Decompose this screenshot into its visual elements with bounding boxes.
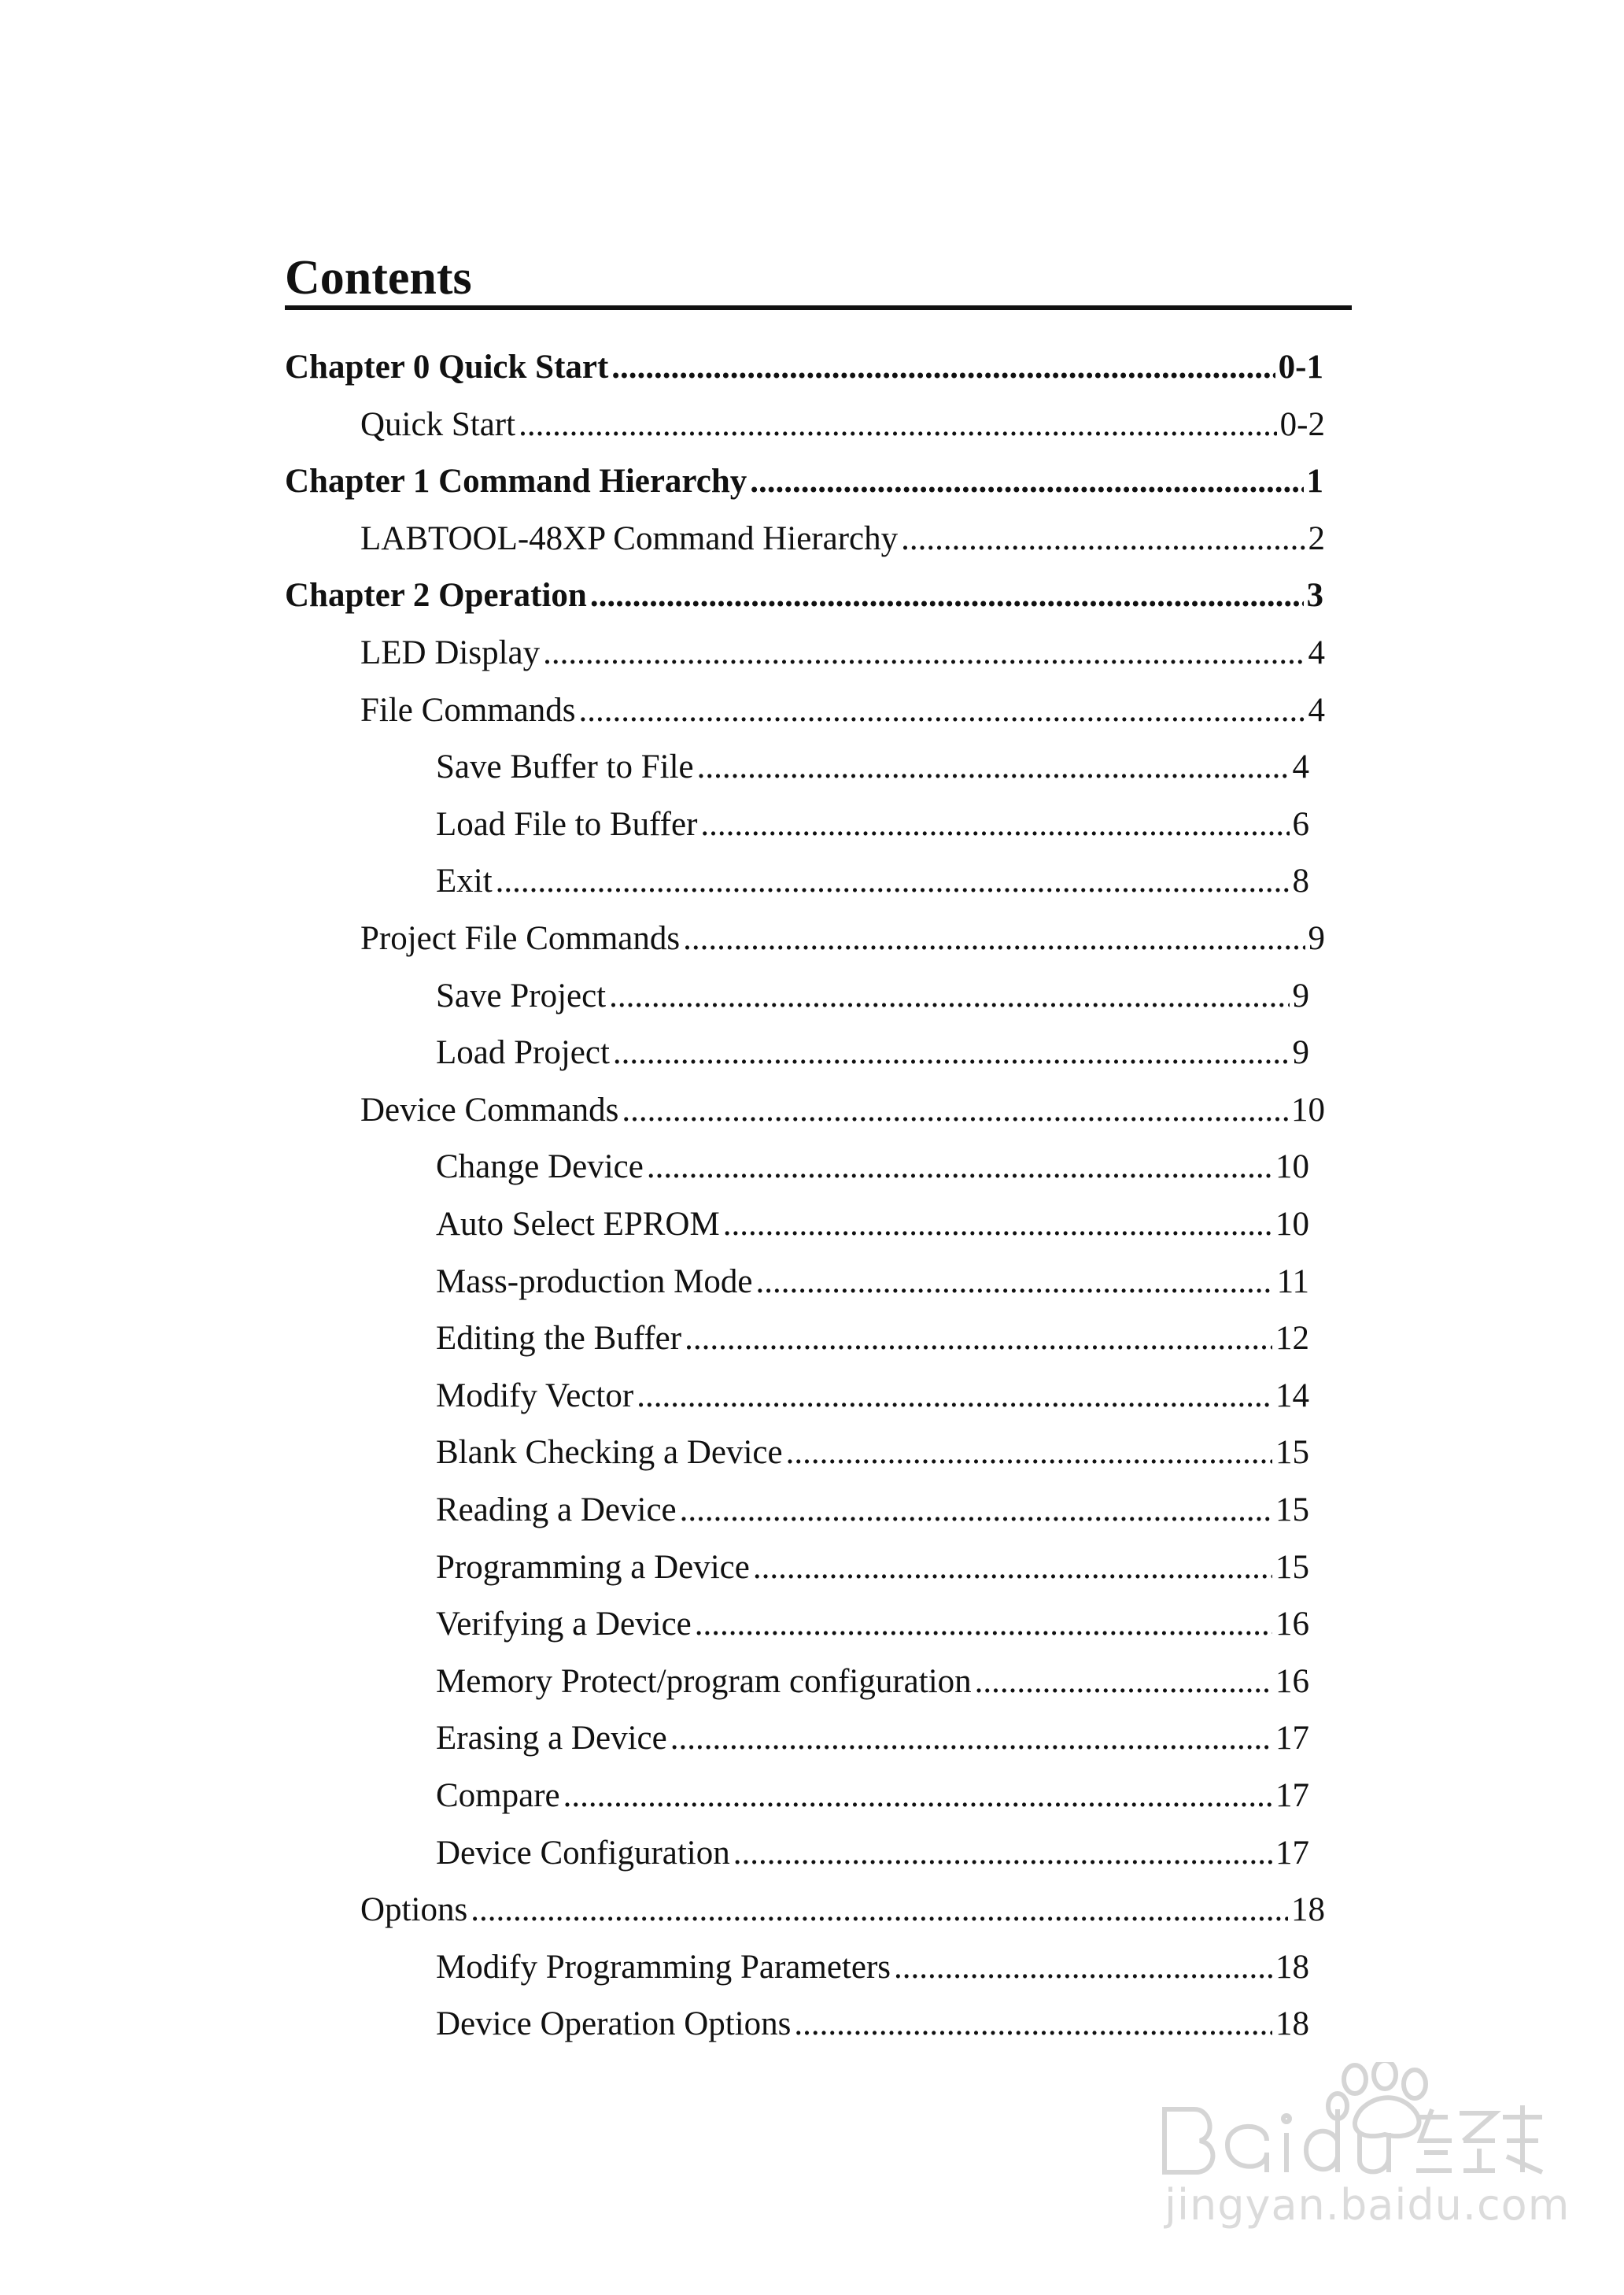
toc-leader-dots	[609, 977, 1289, 1015]
toc-leader-dots	[613, 1033, 1290, 1072]
toc-entry	[360, 1091, 1325, 1129]
toc-entry	[436, 1548, 1309, 1587]
toc-leader-dots	[894, 1948, 1272, 1986]
toc-entry-page: 6	[1292, 805, 1309, 843]
toc-leader-dots	[794, 2005, 1272, 2043]
toc-leader-dots	[685, 1319, 1272, 1358]
toc-leader-dots	[680, 1491, 1272, 1529]
toc-entry-page: 11	[1276, 1262, 1309, 1300]
toc-entry-title: Quick Start	[360, 405, 516, 443]
toc-entry-title: Reading a Device	[436, 1491, 677, 1528]
toc-leader-dots	[471, 1890, 1288, 1929]
toc-entry-page: 4	[1308, 634, 1325, 671]
toc-leader-dots	[519, 405, 1277, 444]
toc-entry-title: Load Project	[436, 1034, 610, 1072]
toc-entry-title: Modify Vector	[436, 1377, 634, 1414]
toc-entry	[360, 519, 1325, 558]
toc-entry	[285, 348, 1323, 386]
toc-leader-dots	[723, 1205, 1272, 1244]
toc-entry-page: 4	[1308, 691, 1325, 729]
toc-entry-title: Memory Protect/program configuration	[436, 1662, 972, 1700]
toc-leader-dots	[700, 805, 1289, 844]
toc-entry-title: Save Project	[436, 977, 607, 1014]
toc-entry-title: Device Operation Options	[436, 2005, 792, 2043]
toc-entry-page: 18	[1275, 2005, 1309, 2043]
toc-entry-title: Options	[360, 1891, 468, 1929]
toc-entry	[436, 1491, 1309, 1529]
toc-entry-title: Save Buffer to File	[436, 748, 694, 786]
toc-leader-dots	[543, 634, 1305, 672]
toc-entry-title: Exit	[436, 863, 493, 900]
toc-entry-title: Auto Select EPROM	[436, 1206, 720, 1243]
toc-entry	[436, 1319, 1309, 1358]
baidu-logo-icon	[1149, 2062, 1558, 2180]
toc-entry	[436, 805, 1309, 844]
toc-leader-dots	[683, 919, 1305, 958]
toc-entry	[436, 1776, 1309, 1815]
toc-leader-dots	[753, 1548, 1272, 1587]
toc-entry-page: 17	[1275, 1834, 1309, 1872]
toc-entry-title: File Commands	[360, 691, 576, 729]
toc-entry-page: 4	[1292, 748, 1309, 786]
toc-leader-dots	[579, 691, 1305, 730]
toc-entry-title: Programming a Device	[436, 1548, 750, 1586]
toc-entry	[360, 1890, 1325, 1929]
toc-entry-page: 17	[1275, 1720, 1309, 1757]
toc-leader-dots	[975, 1662, 1272, 1701]
toc-entry	[360, 405, 1325, 444]
heading-rule	[285, 305, 1352, 310]
toc-leader-dots	[637, 1377, 1272, 1415]
toc-entry	[360, 691, 1325, 730]
toc-entry-page: 10	[1275, 1148, 1309, 1186]
toc-entry	[436, 1433, 1309, 1472]
toc-entry	[436, 1605, 1309, 1643]
toc-entry	[436, 1262, 1309, 1301]
toc-leader-dots	[786, 1433, 1272, 1472]
toc-leader-dots	[590, 576, 1304, 615]
toc-entry-page: 3	[1306, 577, 1323, 615]
toc-entry-page: 2	[1308, 519, 1325, 557]
toc-leader-dots	[901, 519, 1305, 558]
toc-entry-page: 16	[1275, 1606, 1309, 1643]
toc-entry-title: Compare	[436, 1777, 560, 1814]
toc-entry-page: 15	[1275, 1491, 1309, 1528]
toc-entry-page: 15	[1275, 1434, 1309, 1472]
toc-leader-dots	[670, 1719, 1272, 1757]
toc-leader-dots	[755, 1262, 1273, 1301]
toc-leader-dots	[733, 1834, 1272, 1872]
toc-entry-page: 9	[1292, 1034, 1309, 1072]
toc-entry	[436, 1377, 1309, 1415]
toc-entry	[436, 1662, 1309, 1701]
toc-entry-title: Chapter 2 Operation	[285, 577, 587, 615]
toc-entry	[436, 748, 1309, 786]
toc-entry	[436, 1205, 1309, 1244]
toc-entry-title: Change Device	[436, 1148, 644, 1186]
toc-entry	[360, 634, 1325, 672]
toc-entry-title: Erasing a Device	[436, 1720, 667, 1757]
toc-entry-page: 1	[1306, 463, 1323, 501]
toc-entry-title: Chapter 0 Quick Start	[285, 349, 609, 386]
toc-entry	[285, 576, 1323, 615]
toc-entry-page: 12	[1275, 1320, 1309, 1358]
toc-entry-title: Mass-production Mode	[436, 1262, 753, 1300]
toc-leader-dots	[622, 1091, 1288, 1129]
contents-heading: Contents	[285, 251, 472, 305]
toc-entry-page: 18	[1291, 1891, 1325, 1929]
toc-entry-page: 0-2	[1279, 405, 1325, 443]
toc-entry-title: Device Configuration	[436, 1834, 730, 1872]
toc-leader-dots	[750, 462, 1303, 501]
toc-entry-page: 14	[1275, 1377, 1309, 1414]
toc-entry	[285, 462, 1323, 501]
toc-leader-dots	[611, 348, 1275, 386]
toc-entry-title: Blank Checking a Device	[436, 1434, 783, 1472]
toc-entry-page: 10	[1275, 1206, 1309, 1243]
toc-entry-page: 0-1	[1278, 349, 1323, 386]
toc-entry	[436, 1033, 1309, 1072]
toc-entry	[436, 977, 1309, 1015]
toc-entry-title: Verifying a Device	[436, 1606, 692, 1643]
toc-entry-page: 9	[1292, 977, 1309, 1014]
toc-leader-dots	[697, 748, 1290, 786]
toc-entry	[436, 1834, 1309, 1872]
toc-entry-title: Device Commands	[360, 1091, 619, 1129]
toc-entry-page: 8	[1292, 863, 1309, 900]
toc-entry-page: 9	[1308, 920, 1325, 957]
toc-entry-title: LABTOOL-48XP Command Hierarchy	[360, 519, 899, 557]
toc-entry	[436, 1148, 1309, 1186]
toc-entry-page: 17	[1275, 1777, 1309, 1814]
baidu-jingyan-watermark	[1149, 2062, 1570, 2243]
toc-leader-dots	[695, 1605, 1272, 1643]
toc-entry	[436, 862, 1309, 900]
toc-leader-dots	[496, 862, 1290, 900]
toc-entry	[360, 919, 1325, 958]
watermark-url: jingyan.baidu.com	[1164, 2180, 1570, 2230]
toc-entry-title: Project File Commands	[360, 920, 681, 957]
toc-entry-title: LED Display	[360, 634, 541, 671]
toc-entry-page: 10	[1291, 1091, 1325, 1129]
toc-entry-title: Editing the Buffer	[436, 1320, 682, 1358]
toc-entry	[436, 2005, 1309, 2043]
toc-entry-title: Modify Programming Parameters	[436, 1948, 891, 1986]
toc-entry-title: Chapter 1 Command Hierarchy	[285, 463, 747, 501]
toc-entry	[436, 1719, 1309, 1757]
toc-entry-page: 15	[1275, 1548, 1309, 1586]
toc-entry-title: Load File to Buffer	[436, 805, 698, 843]
toc-entry-page: 18	[1275, 1948, 1309, 1986]
toc-entry	[436, 1948, 1309, 1986]
toc-entry-page: 16	[1275, 1662, 1309, 1700]
toc-leader-dots	[563, 1776, 1272, 1815]
toc-leader-dots	[647, 1148, 1272, 1186]
